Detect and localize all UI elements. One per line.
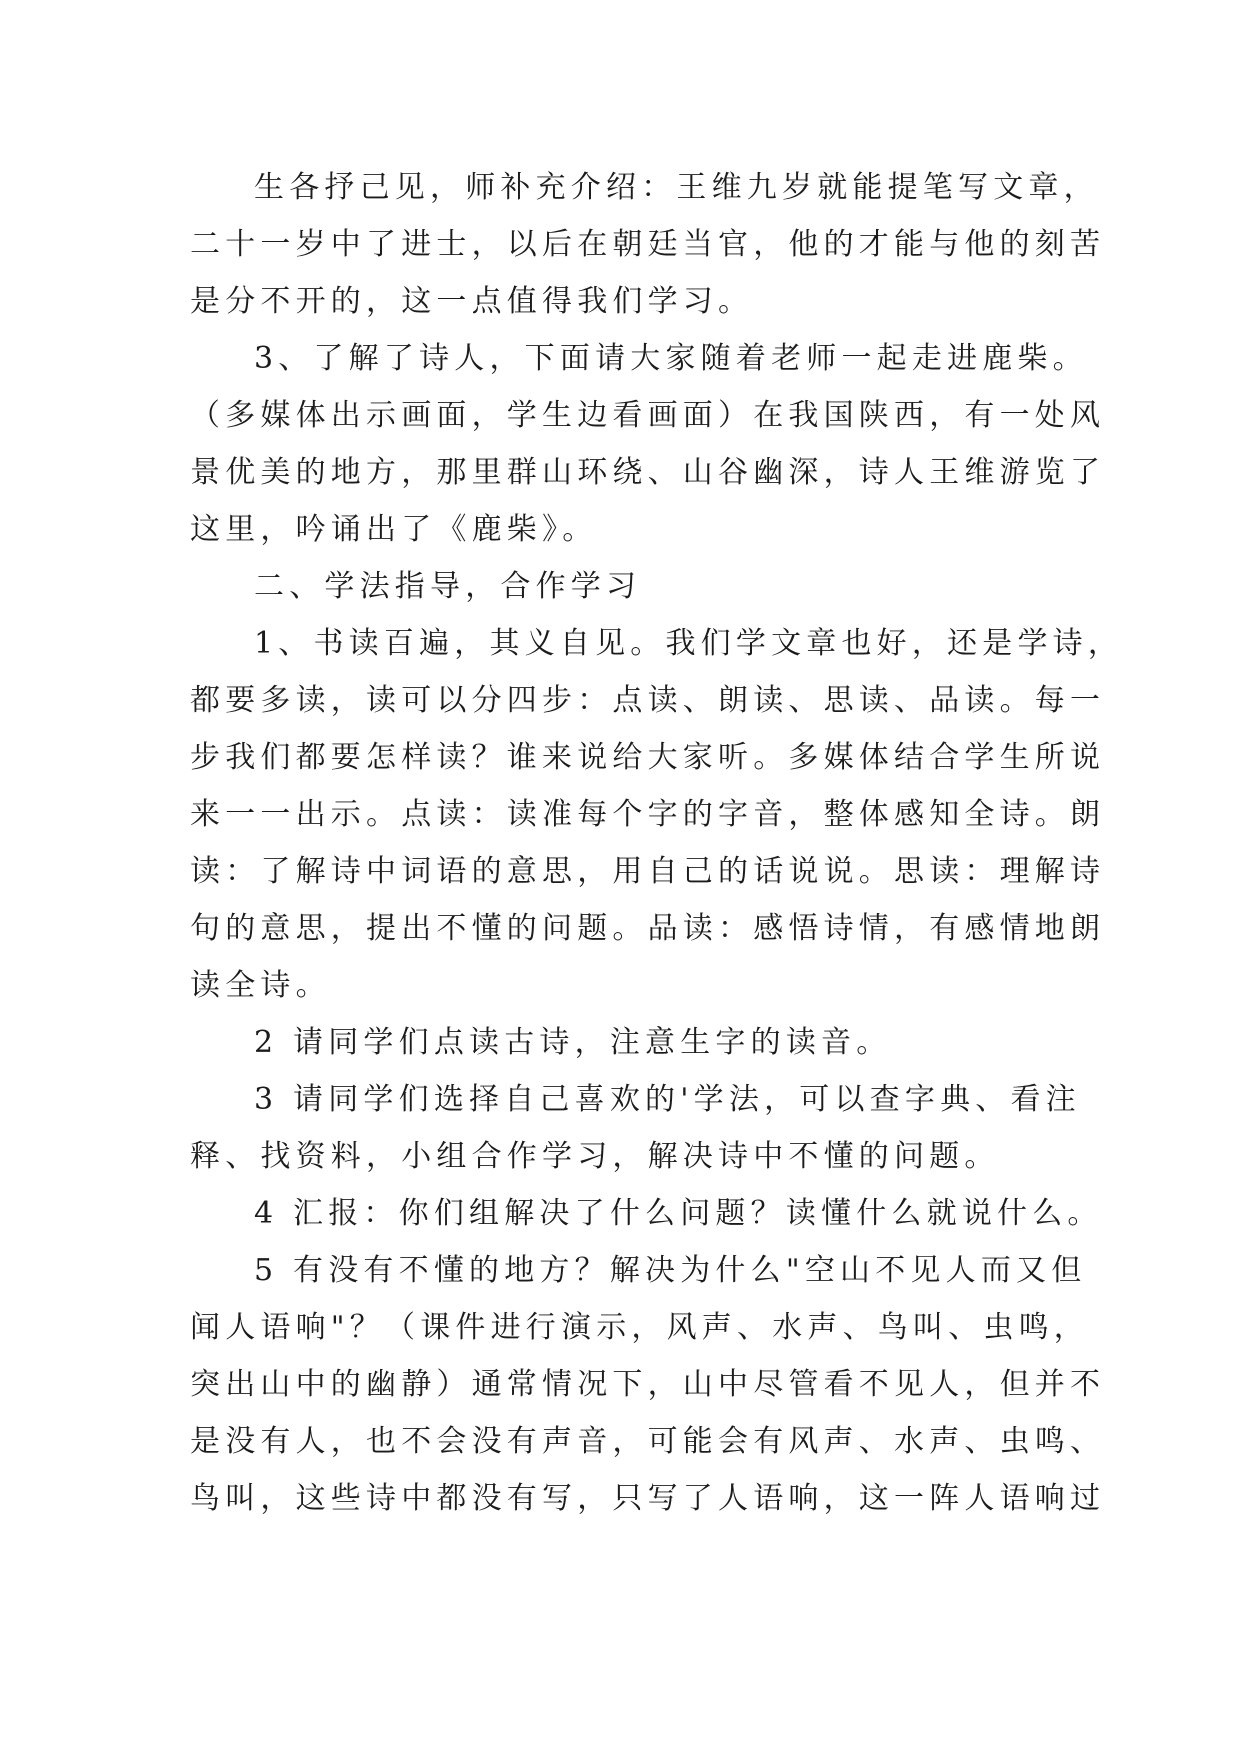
text-line: 读：了解诗中词语的意思，用自己的话说说。思读：理解诗 — [190, 854, 1106, 889]
text-line: 步我们都要怎样读？谁来说给大家听。多媒体结合学生所说 — [190, 740, 1106, 775]
text-line: 是分不开的，这一点值得我们学习。 — [190, 284, 754, 319]
text-line: 来一一出示。点读：读准每个字的字音，整体感知全诗。朗 — [190, 797, 1106, 832]
text-line: 释、找资料，小组合作学习，解决诗中不懂的问题。 — [190, 1139, 1000, 1174]
text-line: 都要多读，读可以分四步：点读、朗读、思读、品读。每一 — [190, 683, 1106, 718]
text-line: 突出山中的幽静）通常情况下，山中尽管看不见人，但并不 — [190, 1367, 1106, 1402]
text-line: 句的意思，提出不懂的问题。品读：感悟诗情，有感情地朗 — [190, 911, 1106, 946]
text-line: 5 有没有不懂的地方？解决为什么"空山不见人而又但 — [254, 1253, 1087, 1288]
text-line: 景优美的地方，那里群山环绕、山谷幽深，诗人王维游览了 — [190, 455, 1106, 490]
text-line: 1、书读百遍，其义自见。我们学文章也好，还是学诗， — [254, 626, 1124, 661]
text-line: （多媒体出示画面，学生边看画面）在我国陕西，有一处风 — [190, 398, 1106, 433]
text-line: 鸟叫，这些诗中都没有写，只写了人语响，这一阵人语响过 — [190, 1481, 1106, 1516]
text-line: 3、了解了诗人，下面请大家随着老师一起走进鹿柴。 — [254, 341, 1088, 376]
text-line: 读全诗。 — [190, 968, 331, 1003]
text-line: 2 请同学们点读古诗，注意生字的读音。 — [254, 1025, 892, 1060]
text-line: 二十一岁中了进士，以后在朝廷当官，他的才能与他的刻苦 — [190, 227, 1106, 262]
text-line: 生各抒己见，师补充介绍：王维九岁就能提笔写文章， — [254, 170, 1099, 205]
text-line: 是没有人，也不会没有声音，可能会有风声、水声、虫鸣、 — [190, 1424, 1106, 1459]
text-line: 3 请同学们选择自己喜欢的'学法，可以查字典、看注 — [254, 1082, 1081, 1117]
text-line: 闻人语响"？（课件进行演示，风声、水声、鸟叫、虫鸣， — [190, 1310, 1089, 1345]
text-line: 4 汇报：你们组解决了什么问题？读懂什么就说什么。 — [254, 1196, 1103, 1231]
section-heading: 二、学法指导，合作学习 — [254, 569, 642, 604]
text-line: 这里，吟诵出了《鹿柴》。 — [190, 512, 598, 547]
